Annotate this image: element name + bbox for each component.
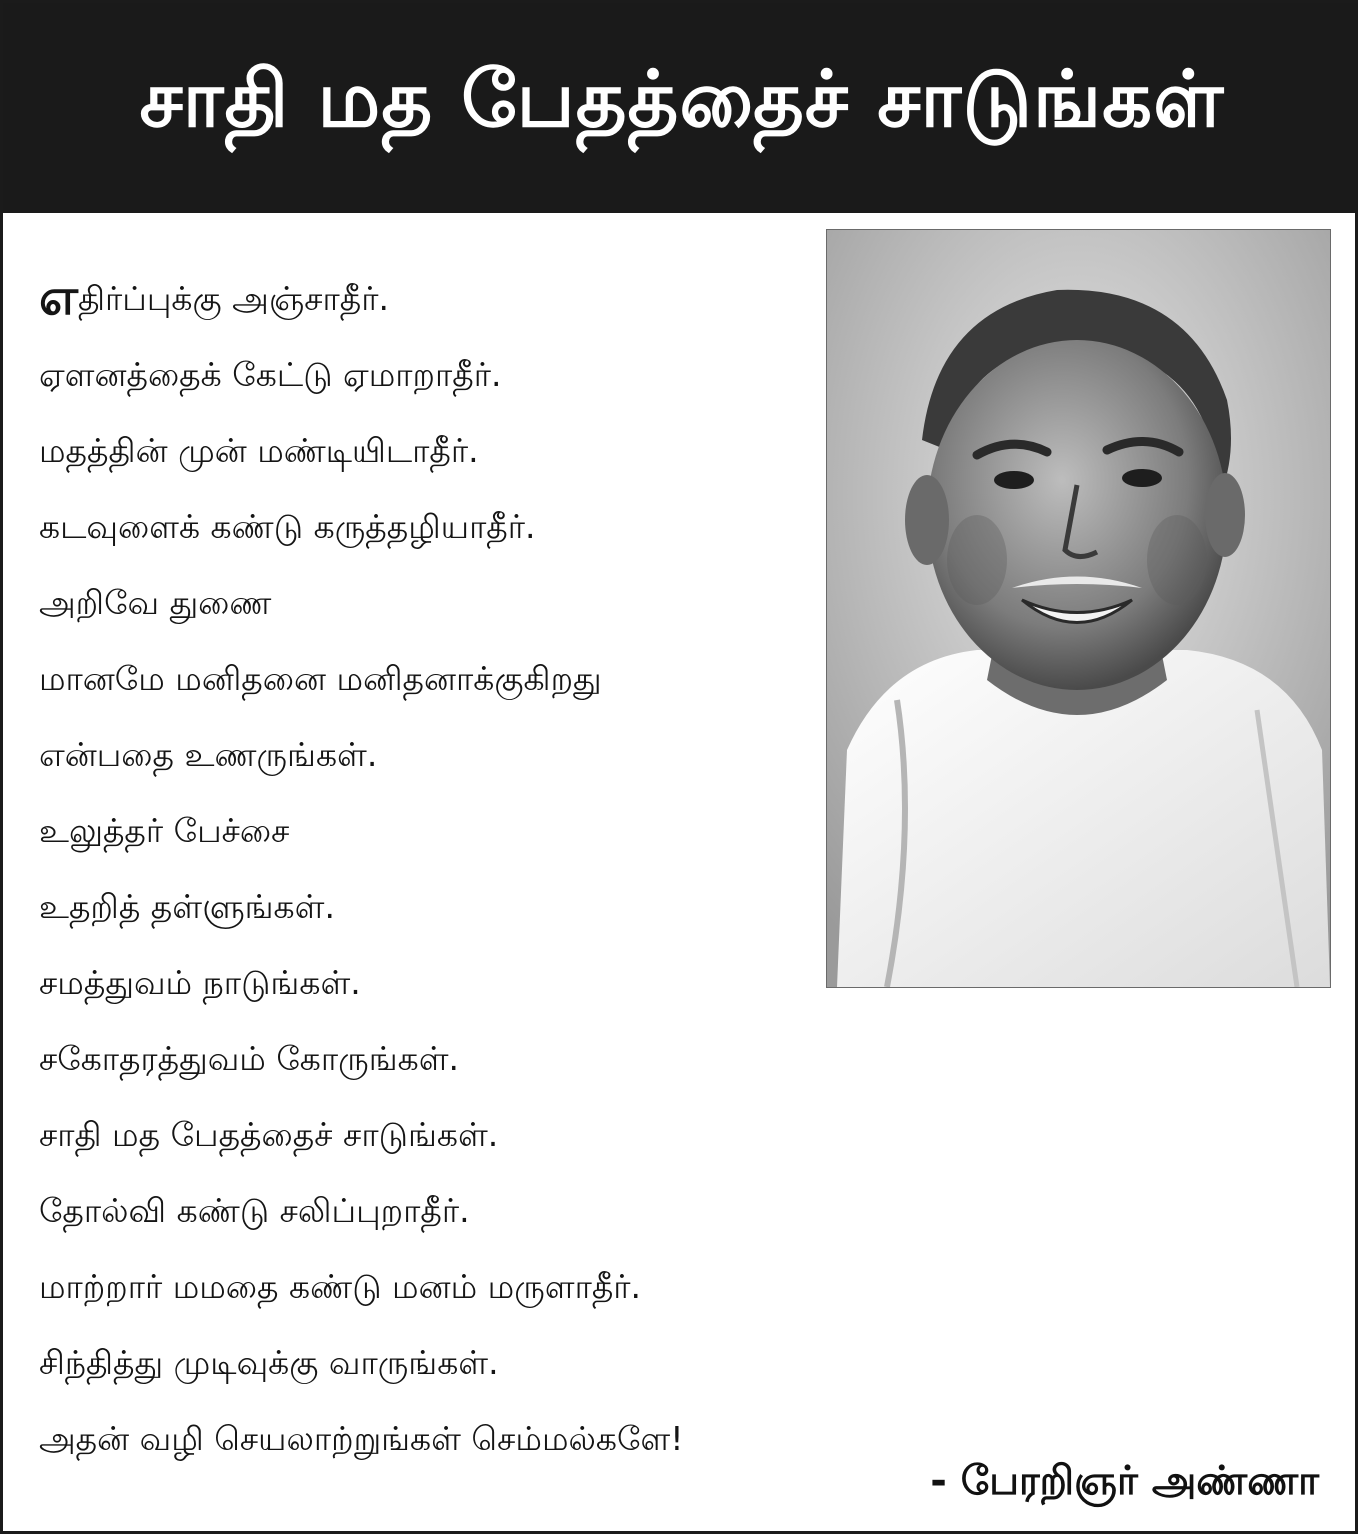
title-banner (3, 3, 1358, 213)
poem-line: அதன் வழி செயலாற்றுங்கள் செம்மல்களே! (39, 1419, 684, 1458)
poem-line: சிந்தித்து முடிவுக்கு வாருங்கள். (39, 1343, 499, 1382)
drop-cap: எ (39, 268, 79, 326)
portrait-photo (826, 229, 1331, 988)
poem-line: மாற்றார் மமதை கண்டு மனம் மருளாதீர். (39, 1267, 642, 1306)
portrait-illustration (827, 230, 1330, 987)
poem-line: உலுத்தர் பேச்சை (39, 811, 290, 850)
poem-line: உதறித் தள்ளுங்கள். (39, 887, 335, 926)
page-title: சாதி மத பேதத்தைச் சாடுங்கள் (139, 55, 1225, 145)
poem-line-text: திர்ப்புக்கு அஞ்சாதீர். (78, 279, 390, 318)
poem-line: என்பதை உணருங்கள். (39, 735, 378, 774)
poem-line: ஏளனத்தைக் கேட்டு ஏமாறாதீர். (39, 355, 502, 394)
poem-line: சமத்துவம் நாடுங்கள். (39, 963, 361, 1002)
poem-line: தோல்வி கண்டு சலிப்புறாதீர். (39, 1191, 470, 1230)
poem-line: அறிவே துணை (39, 583, 272, 622)
poem-line: மதத்தின் முன் மண்டியிடாதீர். (39, 431, 479, 470)
poem-line: மானமே மனிதனை மனிதனாக்குகிறது (39, 659, 602, 698)
attribution: - பேரறிஞர் அண்ணா (930, 1458, 1319, 1504)
poem-line (39, 261, 819, 337)
poem-line: கடவுளைக் கண்டு கருத்தழியாதீர். (39, 507, 536, 546)
poem-line: சாதி மத பேதத்தைச் சாடுங்கள். (39, 1115, 499, 1154)
poem-body (39, 261, 819, 1477)
poem-line: சகோதரத்துவம் கோருங்கள். (39, 1039, 459, 1078)
